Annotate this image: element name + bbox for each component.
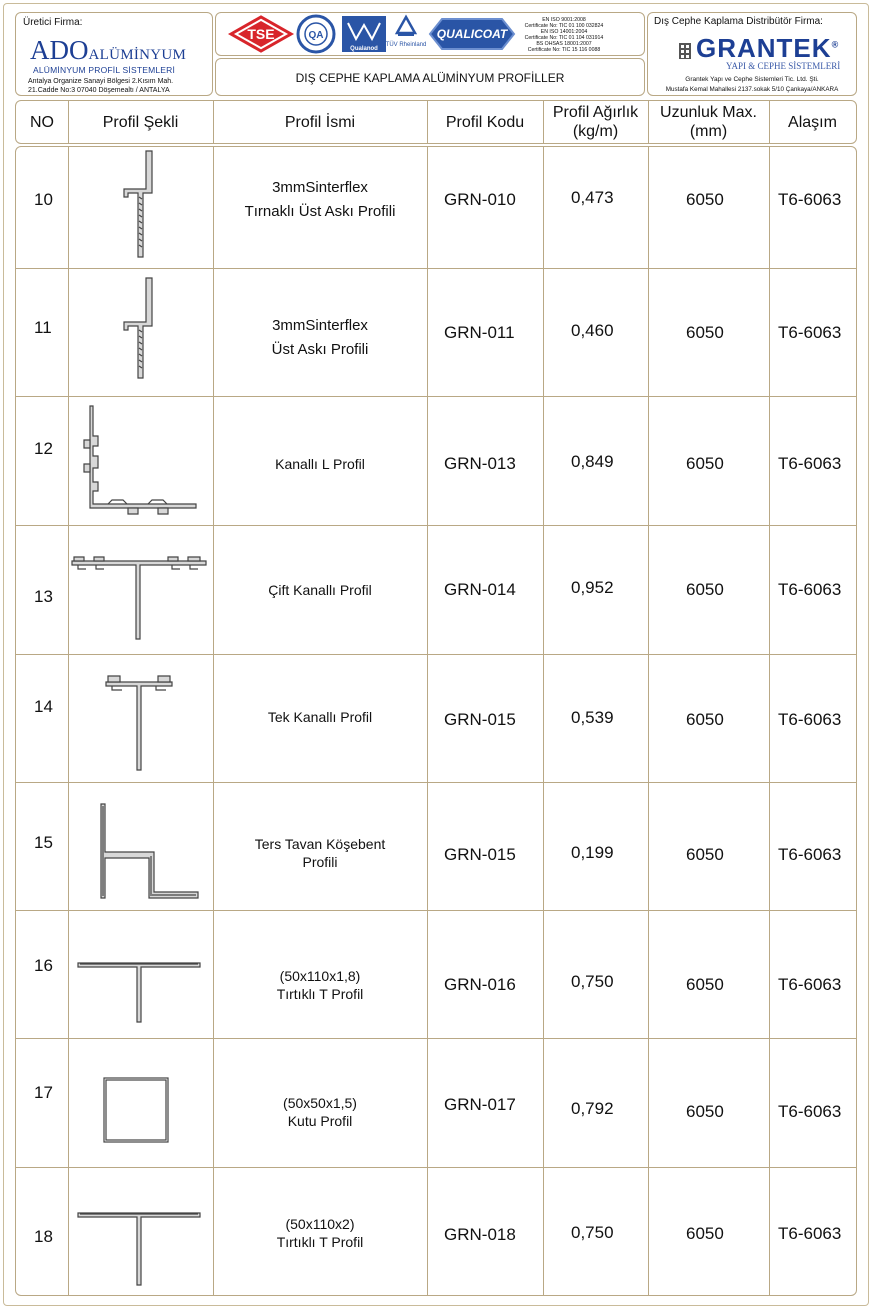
profile-alloy: T6-6063	[778, 975, 842, 994]
profile-alloy: T6-6063	[778, 190, 842, 209]
profile-weight: 0,460	[571, 321, 614, 340]
certificate-line: Certificate No: TIC 01 100 032824	[524, 23, 604, 29]
table-row	[16, 525, 856, 653]
profile-code: GRN-017	[444, 1095, 516, 1114]
profile-alloy: T6-6063	[778, 710, 842, 729]
qa-logo	[298, 16, 334, 52]
document-title: DIŞ CEPHE KAPLAMA ALÜMİNYUM PROFİLLER	[295, 71, 565, 85]
profile-weight: 0,539	[571, 708, 614, 727]
profile-code: GRN-015	[444, 710, 516, 729]
table-row	[16, 910, 856, 1038]
profile-name: (50x50x1,5) Kutu Profil	[283, 1095, 357, 1129]
profile-length: 6050	[686, 454, 724, 473]
distributor-address: Mustafa Kemal Mahallesi 2137.sokak 5/10 Çankaya/ANKARA	[665, 86, 839, 93]
profile-alloy: T6-6063	[778, 1102, 842, 1121]
manufacturer-brand-small: ALÜMİNYUM	[88, 47, 187, 63]
header-no: NO	[30, 113, 54, 131]
row-no: 10	[34, 190, 53, 209]
profile-name: Ters Tavan Köşebent Profili	[254, 836, 386, 870]
tse-text: TSE	[247, 26, 275, 42]
profile-code: GRN-013	[444, 454, 516, 473]
table-row	[16, 1038, 856, 1166]
distributor-box	[647, 12, 857, 96]
manufacturer-box	[15, 12, 213, 96]
qualicoat-logo	[430, 19, 514, 49]
profile-weight: 0,199	[571, 843, 614, 862]
distributor-brand-text: GRANTEK	[696, 33, 832, 63]
profile-length: 6050	[686, 710, 724, 729]
profile-shape-hanger-serrated	[68, 147, 213, 268]
distributor-tagline: YAPI & CEPHE SİSTEMLERİ	[726, 61, 841, 71]
qualanod-text: Qualanod	[350, 46, 378, 52]
profile-code: GRN-010	[444, 190, 516, 209]
certificate-line: EN ISO 9001:2008	[542, 17, 586, 23]
qualicoat-text: QUALICOAT	[436, 27, 508, 41]
grantek-building-icon	[676, 39, 694, 61]
profile-weight: 0,473	[571, 188, 614, 207]
certificate-line: Certificate No: TIC 01 104 031914	[524, 35, 604, 41]
profile-name: Tek Kanallı Profil	[267, 709, 373, 725]
profile-shape-box	[68, 1038, 213, 1166]
profile-shape-double-channel	[68, 525, 213, 653]
certificate-line: Certificate No: TIC 15 116 0088	[527, 47, 601, 53]
profile-name: 3mmSinterflex Tırnaklı Üst Askı Profili	[244, 179, 396, 220]
manufacturer-brand-big: ADO	[30, 35, 89, 65]
profile-name: (50x110x2) Tırtıklı T Profil	[276, 1216, 364, 1250]
tuv-logo	[386, 17, 427, 48]
profile-weight: 0,750	[571, 1223, 614, 1242]
row-no: 12	[34, 439, 53, 458]
table-row	[16, 268, 856, 396]
distributor-label: Dış Cephe Kaplama Distribütör Firma:	[654, 16, 823, 27]
certificate-logos	[216, 13, 644, 55]
table-row	[16, 782, 856, 910]
profile-name: Kanallı L Profil	[275, 456, 365, 472]
certificates-box	[215, 12, 645, 56]
profile-name: Çift Kanallı Profil	[268, 582, 372, 598]
row-no: 11	[34, 318, 52, 337]
certificate-line: BS OHSAS 18001:2007	[536, 41, 592, 47]
tuv-text: TÜV Rheinland	[385, 42, 427, 48]
header-name: Profil İsmi	[284, 113, 356, 131]
distributor-brand	[696, 33, 839, 64]
profile-alloy: T6-6063	[778, 323, 842, 342]
profile-weight: 0,750	[571, 972, 614, 991]
header-shape: Profil Şekli	[102, 113, 179, 131]
profile-shape-hanger	[68, 268, 213, 396]
distributor-company: Grantek Yapı ve Cephe Sistemleri Tic. Ltd. Şti.	[685, 76, 819, 83]
profile-shape-channel-l	[68, 396, 213, 524]
registered-mark: ®	[831, 39, 840, 50]
row-no: 14	[34, 697, 53, 716]
profile-shape-single-channel	[68, 654, 213, 782]
row-no: 16	[34, 956, 53, 975]
profile-weight: 0,792	[571, 1099, 614, 1118]
row-no: 13	[34, 587, 53, 606]
manufacturer-label: Üretici Firma:	[23, 17, 83, 28]
profile-code: GRN-015	[444, 845, 516, 864]
profile-length: 6050	[686, 845, 724, 864]
profile-shape-serrated-t-2	[68, 1167, 213, 1295]
profile-code: GRN-011	[444, 323, 515, 342]
table-body	[15, 146, 857, 1296]
certificate-list	[525, 17, 604, 53]
profile-alloy: T6-6063	[778, 454, 842, 473]
header-length: Uzunluk Max. (mm)	[660, 104, 757, 140]
profile-name: (50x110x1,8) Tırtıklı T Profil	[276, 968, 364, 1002]
table-row	[16, 147, 856, 268]
row-no: 17	[34, 1083, 53, 1102]
manufacturer-address-line1: Antalya Organize Sanayi Bölgesi 2.Kısım Mah.	[28, 78, 174, 85]
row-no: 15	[34, 833, 53, 852]
profile-alloy: T6-6063	[778, 580, 842, 599]
header-code: Profil Kodu	[445, 113, 525, 131]
profile-weight: 0,952	[571, 578, 614, 597]
header-weight: Profil Ağırlık (kg/m)	[552, 104, 639, 140]
table-row	[16, 396, 856, 524]
qa-text: QA	[308, 30, 324, 41]
row-no: 18	[34, 1227, 53, 1246]
manufacturer-logo	[30, 35, 186, 66]
profile-length: 6050	[686, 580, 724, 599]
table-header	[15, 100, 857, 144]
qualanod-logo	[342, 16, 386, 52]
manufacturer-address-line2: 21.Cadde No:3 07040 Döşemealtı / ANTALYA	[28, 87, 170, 94]
profile-code: GRN-018	[444, 1225, 516, 1244]
header-alloy: Alaşım	[788, 113, 837, 131]
profile-name: 3mmSinterflex Üst Askı Profili	[271, 317, 369, 358]
profile-shape-ceiling-angle	[68, 782, 213, 910]
profile-shape-serrated-t	[68, 910, 213, 1038]
profile-length: 6050	[686, 1102, 724, 1121]
certificate-line: EN ISO 14001:2004	[540, 29, 588, 35]
table-row	[16, 1167, 856, 1295]
table-row	[16, 654, 856, 782]
profile-alloy: T6-6063	[778, 845, 842, 864]
tse-logo	[231, 17, 291, 51]
document-title-box	[215, 58, 645, 96]
profile-weight: 0,849	[571, 452, 614, 471]
profile-length: 6050	[686, 190, 724, 209]
profile-alloy: T6-6063	[778, 1224, 842, 1243]
profile-code: GRN-014	[444, 580, 516, 599]
profile-code: GRN-016	[444, 975, 516, 994]
profile-length: 6050	[686, 323, 724, 342]
profile-length: 6050	[686, 1224, 724, 1243]
manufacturer-subtitle: ALÜMİNYUM PROFİL SİSTEMLERİ	[33, 65, 176, 75]
profile-length: 6050	[686, 975, 724, 994]
manufacturer-address	[28, 77, 173, 95]
